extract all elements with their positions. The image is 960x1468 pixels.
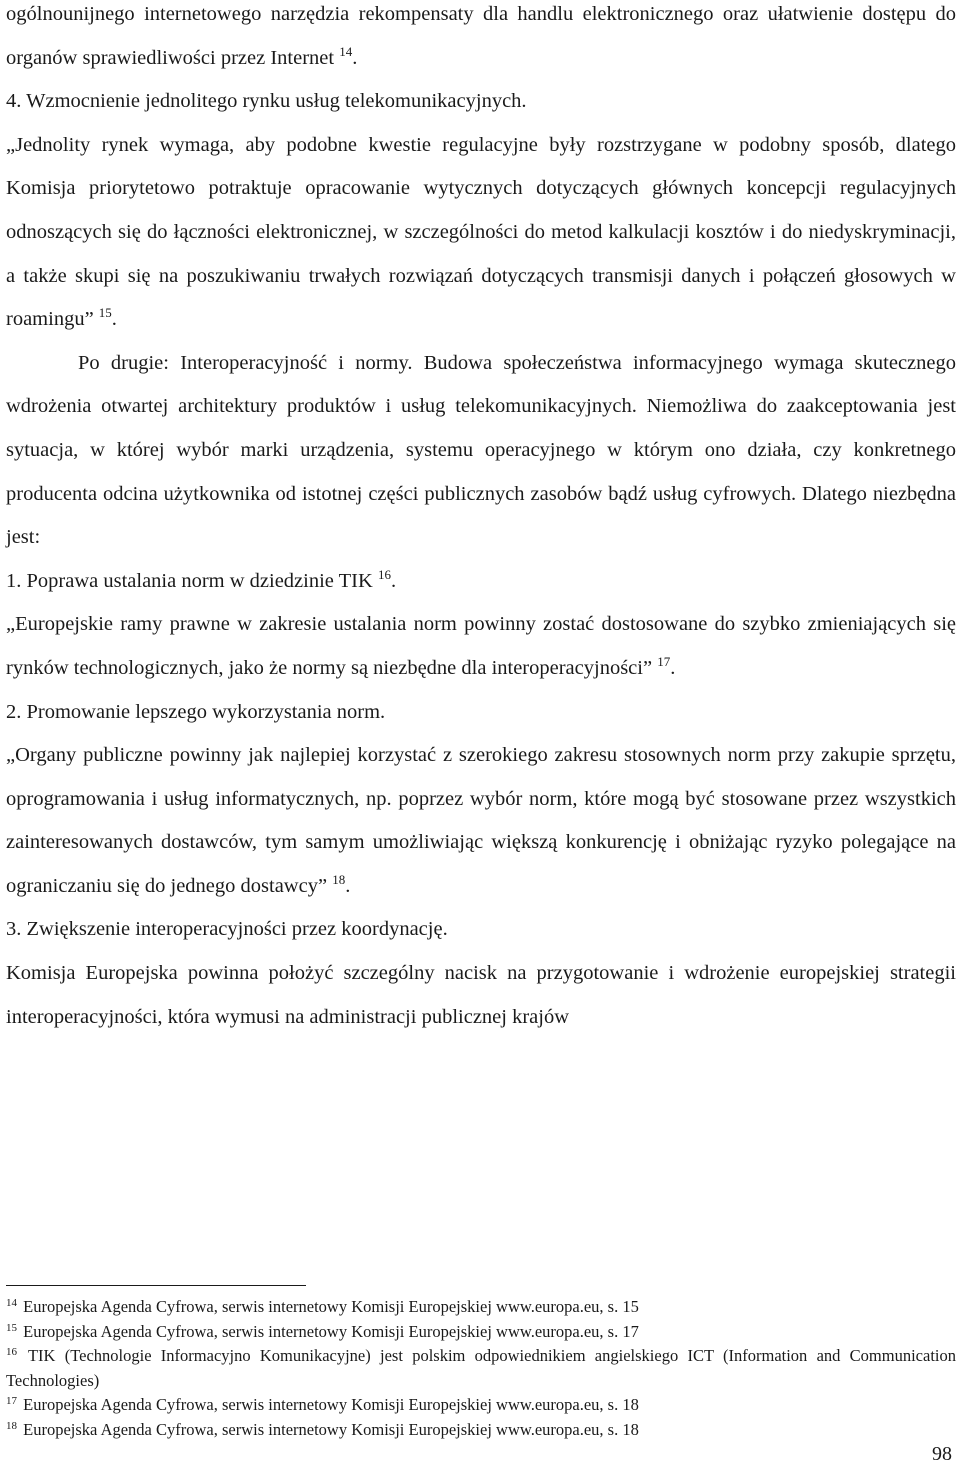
list-item-3: 3. Zwiększenie interoperacyjności przez koordynację.: [6, 918, 448, 941]
quote-paragraph-1: „Jednolity rynek wymaga, aby podobne kwestie regulacyjne były rozstrzygane w podobny sposób, dlatego Komisja priorytetowo potraktuje opracowanie wytycznych dotyczących głównych koncepcji regulacyjnych odnoszących się do łączności elektronicznej, w szczególności do metod kalkulacji kosztów i do niedyskryminacji, a także skupi się na poszukiwaniu trwałych rozwiązań dotyczących transmisji danych i połączeń głosowych w roamingu” $^{15}$.: [6, 133, 956, 331]
body-text: [6, 0, 956, 1039]
list-item-1: 1. Poprawa ustalania norm w dziedzinie TIK $^{16}$.: [6, 566, 397, 592]
footnote-14: $^{14}$ Europejska Agenda Cyfrowa, serwis internetowy Komisji Europejskiej www.europa.eu, s. 15: [6, 1297, 639, 1316]
footnote-ref-14[interactable]: 14: [339, 43, 353, 59]
footnotes: [6, 1295, 956, 1442]
paragraph-interoperability: Po drugie: Interoperacyjność i normy. Budowa społeczeństwa informacyjnego wymaga skutecznego wdrożenia otwartej architektury produktów i usług telekomunikacyjnych. Niemożliwa do zaakceptowania jest sytuacja, w której wybór marki urządzenia, systemu operacyjnego w którym ono działa, czy konkretnego producenta odcina użytkownika od istotnej części publicznych zasobów bądź usług cyfrowych. Dlatego niezbędna jest:: [6, 351, 956, 549]
footnote-17: $^{17}$ Europejska Agenda Cyfrowa, serwis internetowy Komisji Europejskiej www.europa.eu, s. 18: [6, 1395, 639, 1414]
footnote-ref-15[interactable]: 15: [98, 305, 112, 321]
footnote-ref-18[interactable]: 18: [332, 872, 346, 888]
footnote-ref-17[interactable]: 17: [657, 654, 671, 670]
paragraph-continuation: ogólnounijnego internetowego narzędzia rekompensaty dla handlu elektronicznego oraz ułatwienie dostępu do organów sprawiedliwości przez Internet $^{14}$.: [6, 3, 956, 69]
footnote-15: $^{15}$ Europejska Agenda Cyfrowa, serwis internetowy Komisji Europejskiej www.europa.eu, s. 17: [6, 1321, 639, 1341]
footnote-16: $^{16}$ TIK (Technologie Informacyjno Komunikacyjne) jest polskim odpowiednikiem angielskiego ICT (Information and Communication Technologies): [6, 1346, 956, 1390]
footnote-separator: [6, 1285, 306, 1286]
paragraph-commission: Komisja Europejska powinna położyć szczególny nacisk na przygotowanie i wdrożenie europejskiej strategii interoperacyjności, która wymusi na administracji publicznej krajów: [6, 962, 956, 1028]
page-number: 98: [932, 1443, 952, 1465]
footnote-ref-16[interactable]: 16: [377, 566, 391, 582]
footnote-18: $^{18}$ Europejska Agenda Cyfrowa, serwis internetowy Komisji Europejskiej www.europa.eu, s. 18: [6, 1419, 639, 1439]
quote-paragraph-3: „Organy publiczne powinny jak najlepiej korzystać z szerokiego zakresu stosownych norm przy zakupie sprzętu, oprogramowania i usług informatycznych, np. poprzez wybór norm, które mogą być stosowane przez wszystkich zainteresowanych dostawców, tym samym umożliwiając większą konkurencję i obniżając ryzyko polegające na ograniczaniu się do jednego dostawcy” $^{18}$.: [6, 744, 956, 897]
list-item-2: 2. Promowanie lepszego wykorzystania norm.: [6, 700, 386, 723]
section-heading-4: 4. Wzmocnienie jednolitego rynku usług telekomunikacyjnych.: [6, 90, 527, 113]
quote-paragraph-2: „Europejskie ramy prawne w zakresie ustalania norm powinny zostać dostosowane do szybko zmieniających się rynków technologicznych, jako że normy są niezbędne dla interoperacyjności” $^{17}$.: [6, 613, 956, 679]
